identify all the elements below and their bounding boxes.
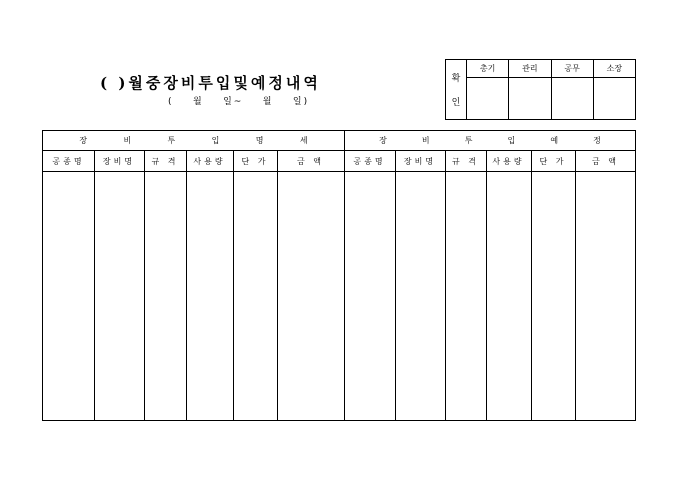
approval-column <box>551 60 593 119</box>
approval-sign-cell[interactable] <box>509 78 550 119</box>
column-header: 사용량 <box>193 156 226 166</box>
approval-side-label <box>446 60 467 119</box>
section-char: 입 <box>211 136 220 145</box>
section-char: 명 <box>255 136 264 145</box>
approval-column <box>593 60 635 119</box>
column-divider <box>233 150 234 420</box>
column-header: 규 격 <box>151 156 179 166</box>
column-divider <box>486 150 487 420</box>
approval-header: 총기 <box>467 60 508 78</box>
column-divider <box>395 150 396 420</box>
approval-side-bottom: 인 <box>451 97 461 108</box>
approval-column <box>508 60 550 119</box>
approval-box <box>445 59 636 120</box>
column-header-divider <box>43 171 635 172</box>
column-divider <box>144 150 145 420</box>
column-divider <box>186 150 187 420</box>
column-header: 금 액 <box>297 156 324 166</box>
column-header: 규 격 <box>452 156 479 166</box>
approval-sign-cell[interactable] <box>467 78 508 119</box>
section-char: 비 <box>421 136 430 145</box>
section-header-planned <box>344 131 636 150</box>
approval-header: 공무 <box>552 60 593 78</box>
approval-column <box>467 60 508 119</box>
approval-sign-cell[interactable] <box>594 78 635 119</box>
column-header: 단 가 <box>539 156 567 166</box>
section-char: 투 <box>464 136 473 145</box>
approval-header: 관리 <box>509 60 550 78</box>
section-header-actual <box>43 131 344 150</box>
section-char: 장 <box>79 136 88 145</box>
column-divider <box>445 150 446 420</box>
approval-header: 소장 <box>594 60 635 78</box>
column-header: 금 액 <box>592 156 619 166</box>
column-header: 단 가 <box>241 156 269 166</box>
approval-side-top: 확 <box>451 74 461 85</box>
date-range: ( 월 일~ 월 일) <box>168 97 310 107</box>
section-char: 세 <box>299 136 308 145</box>
page-title: ( )월중장비투입및예정내역 <box>100 74 321 92</box>
column-divider <box>94 150 95 420</box>
section-char: 예 <box>550 136 559 145</box>
approval-sign-cell[interactable] <box>552 78 593 119</box>
section-char: 입 <box>507 136 516 145</box>
column-header: 장비명 <box>102 156 136 166</box>
section-char: 투 <box>167 136 176 145</box>
column-header: 장비명 <box>403 156 437 166</box>
section-char: 정 <box>593 136 601 145</box>
column-divider <box>277 150 278 420</box>
equipment-table <box>42 130 636 421</box>
column-divider <box>531 150 532 420</box>
column-header: 공종명 <box>52 156 85 166</box>
column-divider <box>575 150 576 420</box>
section-char: 장 <box>379 136 387 145</box>
section-divider <box>344 131 345 420</box>
column-header: 공종명 <box>353 156 386 166</box>
column-header: 사용량 <box>492 156 525 166</box>
section-char: 비 <box>123 136 132 145</box>
